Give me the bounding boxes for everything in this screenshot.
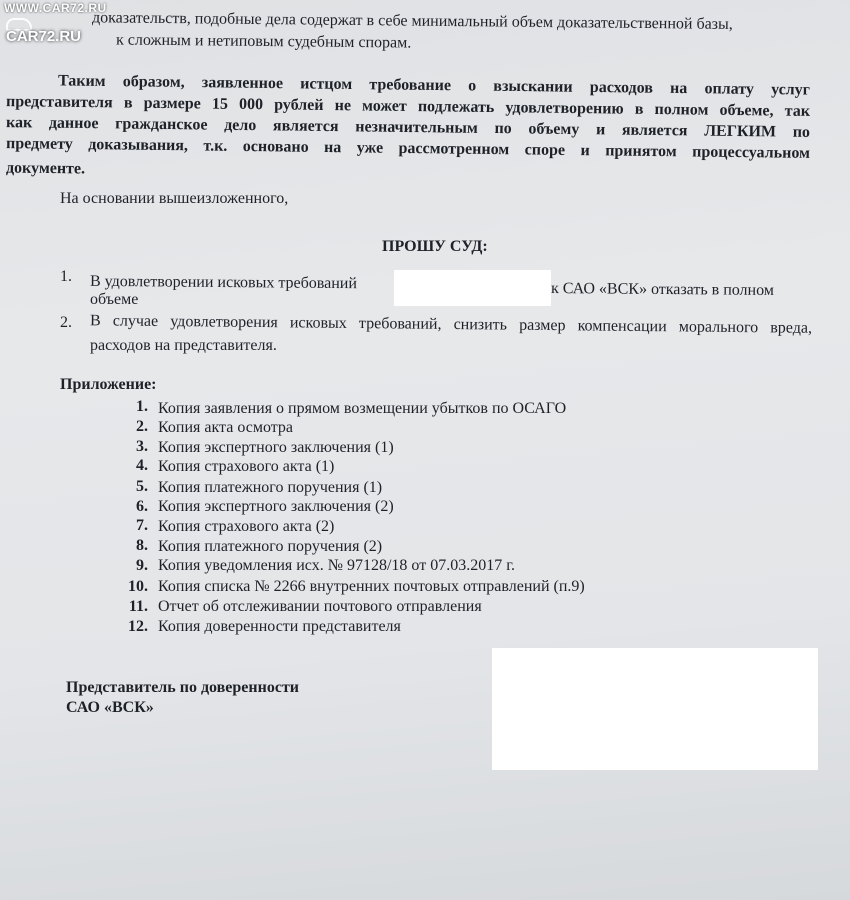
list-item: Копия списка № 2266 внутренних почтовых отправлений (п.9) — [158, 578, 585, 595]
list-item-number: 10. — [128, 578, 148, 595]
redaction-box — [394, 270, 551, 306]
basis-text: На основании вышеизложенного, — [60, 190, 289, 207]
list-item: Копия акта осмотра — [158, 419, 294, 436]
request-1-line-2: объеме — [90, 291, 139, 308]
request-heading: ПРОШУ СУД: — [382, 238, 488, 255]
intro-line-2: к сложным и нетиповым судебным спорам. — [115, 31, 412, 52]
request-2-line-1: В случае удовлетворения исковых требований, снизить размер компенсации морального вреда, — [89, 312, 813, 337]
list-item: Копия экспертного заключения (1) — [158, 439, 394, 456]
list-item: Копия экспертного заключения (2) — [158, 498, 394, 515]
para-line-3: как данное гражданское дело является незначительным по объему и является ЛЕГКИМ по — [5, 114, 811, 141]
list-item-number: 5. — [136, 478, 148, 495]
list-item: Копия страхового акта (2) — [158, 518, 335, 535]
list-item: Копия страхового акта (1) — [158, 458, 335, 475]
list-item-number: 8. — [136, 537, 148, 554]
watermark-url: WWW.CAR72.RU — [4, 1, 107, 15]
attachments-heading: Приложение: — [60, 376, 157, 393]
list-item: Копия платежного поручения (1) — [158, 479, 383, 496]
list-item-number: 3. — [136, 438, 148, 455]
list-item-number: 4. — [136, 457, 148, 474]
list-item-number: 6. — [136, 498, 148, 515]
signature-company: САО «ВСК» — [66, 699, 154, 716]
request-2-line-2: расходов на представителя. — [90, 337, 277, 354]
list-item: Отчет об отслеживании почтового отправления — [158, 598, 482, 615]
redaction-box — [492, 648, 818, 770]
list-item: Копия заявления о прямом возмещении убытков по ОСАГО — [158, 400, 567, 417]
request-1-num: 1. — [60, 268, 72, 285]
para-line-2: представителя в размере 15 000 рублей не может подлежать удовлетворению в полном объеме, так — [5, 93, 811, 120]
list-item-number: 9. — [136, 557, 148, 574]
intro-line-1: доказательств, подобные дела содержат в себе минимальный объем доказательственной базы, — [91, 9, 733, 33]
request-1-part-b: к САО «ВСК» отказать в полном — [550, 280, 775, 299]
para-line-4: предмету доказывания, т.к. основано на уже рассмотренном споре и принятом процессуальном — [5, 135, 811, 162]
list-item: Копия уведомления исх. № 97128/18 от 07.03.2017 г. — [158, 557, 515, 574]
list-item-number: 12. — [128, 618, 148, 635]
list-item-number: 11. — [128, 598, 148, 615]
request-2-num: 2. — [60, 314, 72, 331]
request-1-part-a: В удовлетворении исковых требований — [89, 272, 358, 293]
list-item-number: 1. — [136, 398, 148, 415]
list-item: Копия доверенности представителя — [158, 618, 401, 635]
signature-title: Представитель по доверенности — [66, 679, 300, 696]
para-line-5: документе. — [5, 159, 86, 178]
list-item: Копия платежного поручения (2) — [158, 538, 383, 555]
list-item-number: 7. — [136, 517, 148, 534]
para-line-1: Таким образом, заявленное истцом требование о взыскании расходов на оплату услуг — [57, 72, 811, 99]
watermark-logo: CAR72.RU — [6, 28, 82, 45]
list-item-number: 2. — [136, 418, 148, 435]
